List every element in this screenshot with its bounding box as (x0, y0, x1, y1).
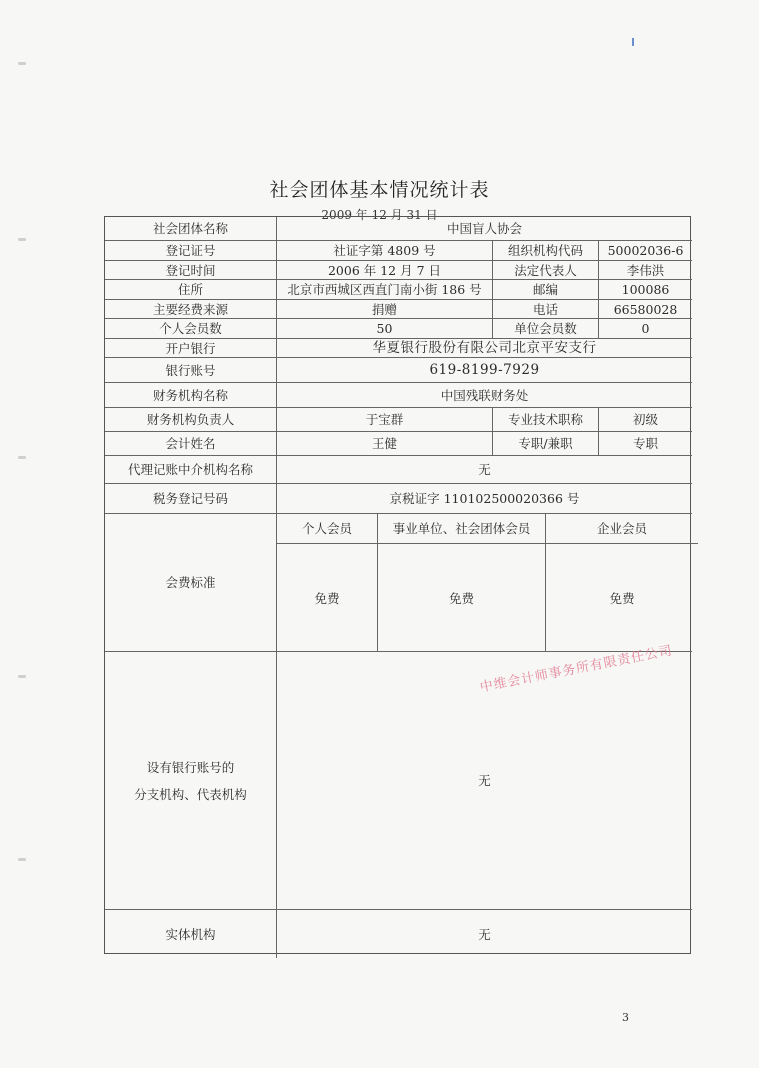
label-entity: 实体机构 (105, 910, 277, 958)
value-reg-no: 社证字第 4809 号 (277, 241, 493, 261)
value-org-code: 50002036-6 (599, 241, 692, 261)
fee-value-enterprise: 免费 (609, 590, 635, 606)
value-funding: 捐赠 (277, 300, 493, 319)
value-job-type: 专职 (599, 432, 692, 456)
value-address: 北京市西城区西直门南小街 186 号 (277, 280, 493, 300)
value-legal-rep: 李伟洪 (599, 261, 692, 280)
label-branch-line1: 设有银行账号的 (146, 759, 235, 775)
label-funding: 主要经费来源 (105, 300, 277, 319)
value-finance-org: 中国残联财务处 (277, 383, 692, 408)
value-postcode: 100086 (599, 280, 692, 300)
punch-mark (18, 62, 26, 65)
value-unit-members: 0 (599, 319, 692, 339)
label-branch (105, 652, 277, 910)
value-reg-time: 2006 年 12 月 7 日 (277, 261, 493, 280)
label-bank: 开户银行 (105, 339, 277, 358)
label-members: 个人会员数 (105, 319, 277, 339)
fee-value-institution: 免费 (378, 544, 546, 652)
value-agent: 无 (277, 456, 692, 484)
label-branch-line2: 分支机构、代表机构 (134, 786, 247, 802)
punch-mark (18, 456, 26, 459)
value-tax: 京税证字 110102500020366 号 (277, 484, 692, 514)
label-account: 银行账号 (105, 358, 277, 383)
label-org-name: 社会团体名称 (105, 217, 277, 241)
company-stamp: 中维会计师事务所有限责任公司 (478, 643, 675, 696)
scan-mark (632, 38, 634, 46)
value-entity: 无 (478, 926, 491, 942)
label-fee: 会费标准 (105, 514, 277, 652)
info-table (104, 216, 691, 954)
value-members: 50 (277, 319, 493, 339)
fee-header-enterprise: 企业会员 (546, 514, 698, 544)
value-branch: 无 (277, 652, 692, 910)
fee-subtable (277, 514, 692, 652)
label-reg-no: 登记证号 (105, 241, 277, 261)
label-job-type: 专职/兼职 (493, 432, 599, 456)
label-legal-rep: 法定代表人 (493, 261, 599, 280)
label-phone: 电话 (493, 300, 599, 319)
punch-mark (18, 238, 26, 241)
label-finance-head: 财务机构负责人 (105, 408, 277, 432)
label-postcode: 邮编 (493, 280, 599, 300)
page-number: 3 (622, 1011, 629, 1024)
value-bank: 华夏银行股份有限公司北京平安支行 (277, 339, 692, 358)
value-org-name: 中国盲人协会 (277, 217, 692, 241)
value-account: 619-8199-7929 (277, 358, 692, 383)
punch-mark (18, 858, 26, 861)
label-unit-members: 单位会员数 (493, 319, 599, 339)
value-finance-head: 于宝群 (277, 408, 493, 432)
label-org-code: 组织机构代码 (493, 241, 599, 261)
label-agent: 代理记账中介机构名称 (105, 456, 277, 484)
punch-mark (18, 675, 26, 678)
label-address: 住所 (105, 280, 277, 300)
label-reg-time: 登记时间 (105, 261, 277, 280)
value-phone: 66580028 (599, 300, 692, 319)
fee-header-institution: 事业单位、社会团体会员 (378, 514, 546, 544)
label-tax: 税务登记号码 (105, 484, 277, 514)
form-title: 社会团体基本情况统计表 (269, 179, 490, 201)
label-finance-org: 财务机构名称 (105, 383, 277, 408)
fee-header-individual: 个人会员 (277, 514, 378, 544)
label-title-rank: 专业技术职称 (493, 408, 599, 432)
value-title-rank: 初级 (599, 408, 692, 432)
value-accountant: 王健 (277, 432, 493, 456)
fee-value-individual: 免费 (277, 544, 378, 652)
form-date: 2009 年 12 月 31 日 (321, 208, 438, 222)
label-accountant: 会计姓名 (105, 432, 277, 456)
